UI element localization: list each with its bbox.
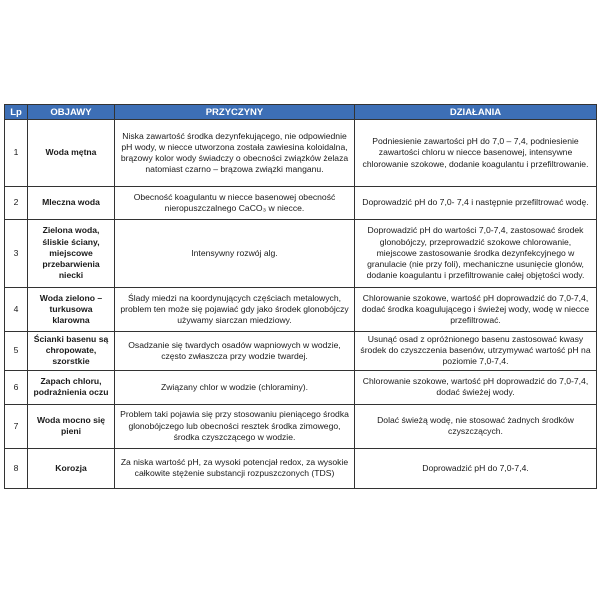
cause-cell: Intensywny rozwój alg. [115, 220, 355, 288]
action-cell: Chlorowanie szokowe, wartość pH doprowadzić do 7,0-7,4, dodać środka koagulującego i świeżej wody, wodę w niecce przefiltrować. [355, 288, 597, 332]
action-cell: Dolać świeżą wodę, nie stosować żadnych środków czyszczących. [355, 404, 597, 448]
row-number: 2 [5, 187, 28, 220]
row-number: 4 [5, 288, 28, 332]
row-number: 1 [5, 120, 28, 187]
problems-table [4, 104, 597, 489]
table-row [5, 220, 597, 288]
action-cell: Doprowadzić pH do 7,0- 7,4 i następnie przefiltrować wodę. [355, 187, 597, 220]
table-row [5, 448, 597, 488]
table-row [5, 120, 597, 187]
action-cell: Usunąć osad z opróżnionego basenu zastosować kwasy środek do czyszczenia basenów, utrzymywać wartość pH na poziomie 7,0-7,4. [355, 332, 597, 371]
symptom-cell: Ścianki basenu są chropowate, szorstkie [28, 332, 115, 371]
symptom-cell: Zielona woda, śliskie ściany, miejscowe przebarwienia niecki [28, 220, 115, 288]
cause-cell: Ślady miedzi na koordynujących częściach metalowych, problem ten może się pojawiać gdy jako środek glonobójczy używamy siarczan miedziowy. [115, 288, 355, 332]
cause-cell: Osadzanie się twardych osadów wapniowych w wodzie, często zwłaszcza przy wodzie twardej. [115, 332, 355, 371]
header-lp: Lp [5, 105, 28, 120]
action-cell: Doprowadzić pH do wartości 7,0-7,4, zastosować środek glonobójczy, przeprowadzić szokowe chlorowanie, miejscowe zastosowanie środka dezynfekcyjnego w granulacie (nie przy foli), mechaniczne usunięcie glonów, dodanie koagulantu i przefiltrowanie całej objętości wody. [355, 220, 597, 288]
cause-cell: Za niska wartość pH, za wysoki potencjał redox, za wysokie całkowite stężenie substancji rozpuszczonych (TDS) [115, 448, 355, 488]
header-objawy: OBJAWY [28, 105, 115, 120]
cause-cell: Obecność koagulantu w niecce basenowej obecność nieropuszczalnego CaCO₃ w niecce. [115, 187, 355, 220]
row-number: 6 [5, 370, 28, 404]
symptom-cell: Korozja [28, 448, 115, 488]
symptom-cell: Mleczna woda [28, 187, 115, 220]
cause-cell: Związany chlor w wodzie (chloraminy). [115, 370, 355, 404]
cause-cell: Niska zawartość środka dezynfekującego, nie odpowiednie pH wody, w niecce utworzona została zawiesina koloidalna, brązowy kolor wody świadczy o obecności związków żelaza natomiast czarno – brązowa związki manganu. [115, 120, 355, 187]
table-row [5, 370, 597, 404]
table-row [5, 288, 597, 332]
symptom-cell: Zapach chloru, podrażnienia oczu [28, 370, 115, 404]
row-number: 5 [5, 332, 28, 371]
action-cell: Chlorowanie szokowe, wartość pH doprowadzić do 7,0-7,4, dodać świeżej wody. [355, 370, 597, 404]
symptom-cell: Woda mocno się pieni [28, 404, 115, 448]
header-przyczyny: PRZYCZYNY [115, 105, 355, 120]
header-row [5, 105, 597, 120]
symptom-cell: Woda mętna [28, 120, 115, 187]
action-cell: Doprowadzić pH do 7,0-7,4. [355, 448, 597, 488]
row-number: 8 [5, 448, 28, 488]
header-dzialania: DZIAŁANIA [355, 105, 597, 120]
table-row [5, 404, 597, 448]
row-number: 7 [5, 404, 28, 448]
row-number: 3 [5, 220, 28, 288]
table-row [5, 187, 597, 220]
table-row [5, 332, 597, 371]
action-cell: Podniesienie zawartości pH do 7,0 – 7,4, podniesienie zawartości chloru w niecce basenowej, intensywne chlorowanie szokowe, dodanie koagulantu i przefiltrowanie. [355, 120, 597, 187]
symptom-cell: Woda zielono – turkusowa klarowna [28, 288, 115, 332]
cause-cell: Problem taki pojawia się przy stosowaniu pieniącego środka glonobójczego lub obecności resztek środka zimowego, środka czyszczącego w wodzie. [115, 404, 355, 448]
